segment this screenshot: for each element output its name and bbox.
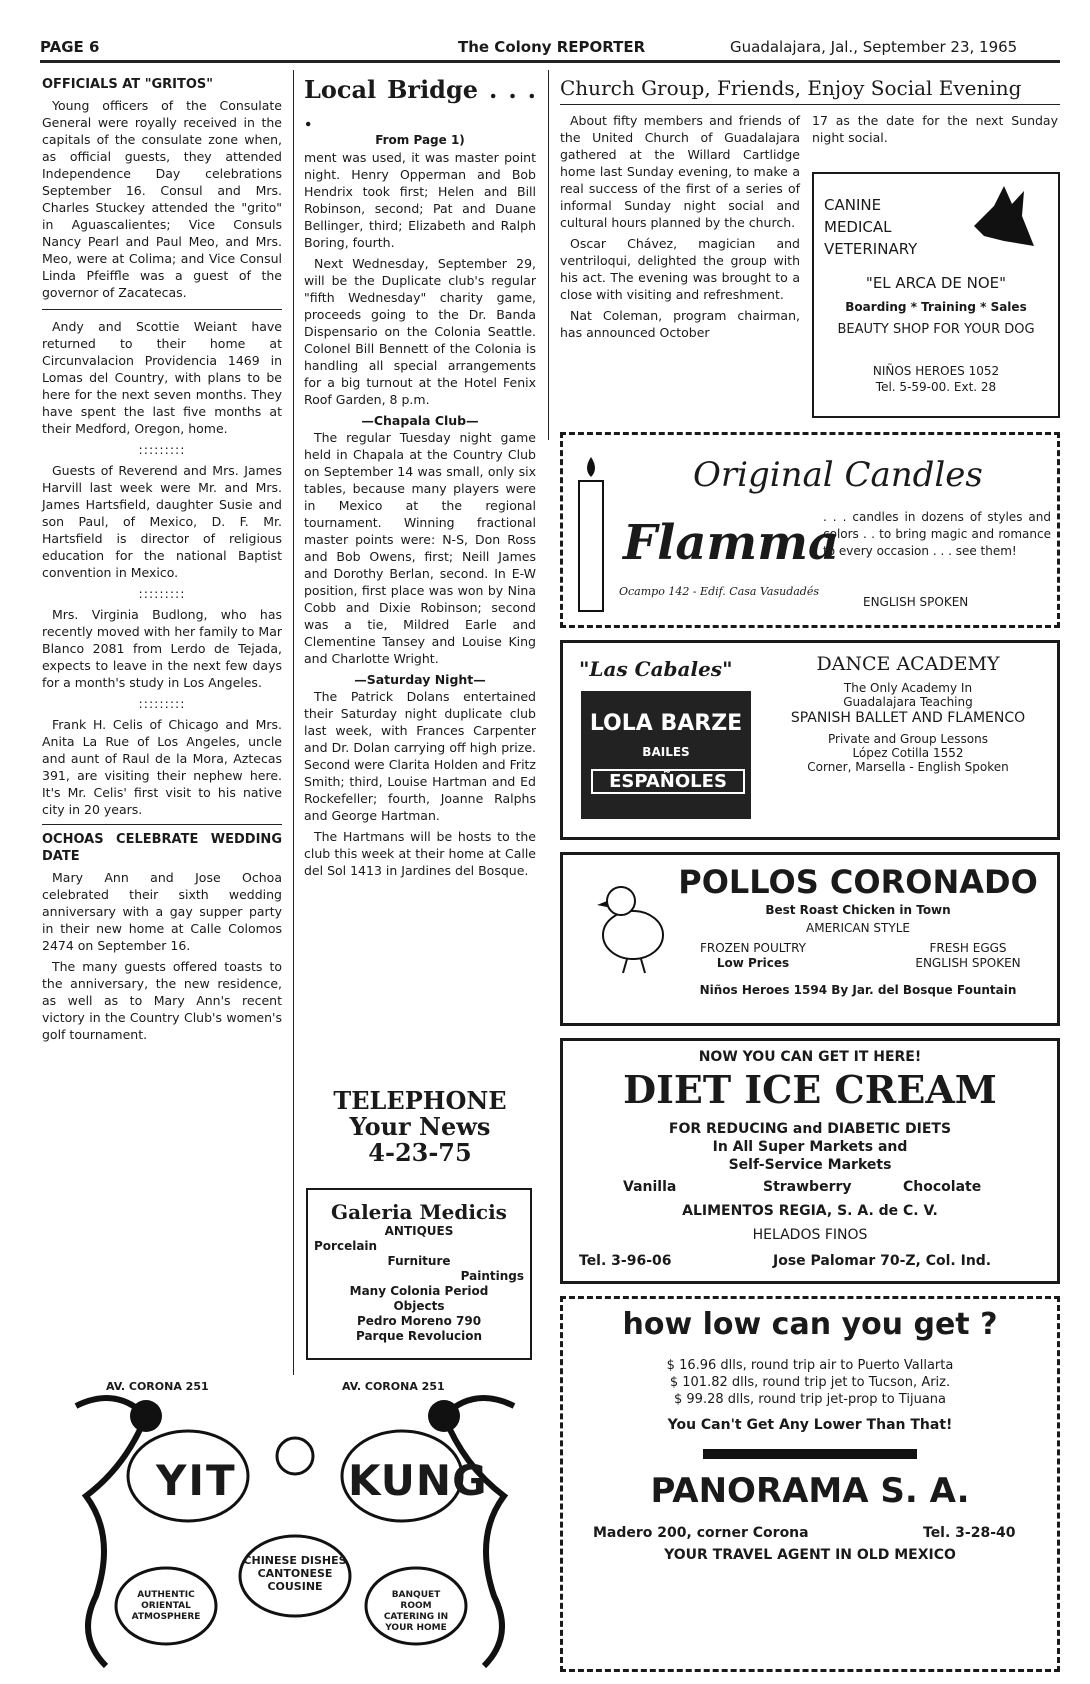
weiant-item: Andy and Scottie Weiant have returned to their home at Circunvalacion Providencia 1469 in Lomas del Country, with plans to be here for the next seven months. They have spent the last five months at their Medford, Oregon, home.	[42, 319, 282, 436]
candle-icon	[571, 455, 611, 615]
candles-ad: Original Candles Flamma Ocampo 142 - Edif. Casa Vasudadés . . . candles in dozens of styles and colors . . to bring magic and romance to every occasion . . . see them! ENGLISH SPOKEN	[560, 432, 1060, 628]
ice-cream-ad: NOW YOU CAN GET IT HERE! DIET ICE CREAM FOR REDUCING and DIABETIC DIETS In All Super Markets and Self-Service Markets Vanilla Strawberry Chocolate ALIMENTOS REGIA, S. A. de C. V. HELADOS FINOS Tel. 3-96-06 Jose Palomar 70-Z, Col. Ind.	[560, 1038, 1060, 1284]
chapala-subhead: —Chapala Club—	[361, 413, 479, 428]
church-article-cont: 17 as the date for the next Sunday night social.	[812, 113, 1058, 145]
yit-kung-ad: AV. CORONA 251 AV. CORONA 251 YIT KUNG CHINESE DISHES CANTONESE COUSINE AUTHENTIC ORIENTAL ATMOSPHERE BANQUET ROOM CATERING IN YOUR HOME	[56, 1376, 534, 1672]
yit-kung-illustration	[56, 1376, 534, 1672]
church-article: About fifty members and friends of the United Church of Guadalajara gathered at the Willard Cartlidge home last Sunday evening, to make a real success of the first of a series of informal Sunday night social and cultural hours planned by the church. Oscar Chávez, magician and ventriloqui, delighted the group with his act. The evening was brought to a close with visiting and refreshment. Nat Coleman, program chairman, has announced October	[560, 113, 800, 340]
header-rule	[40, 60, 1060, 63]
bridge-paragraph-2: Next Wednesday, September 29, will be the Duplicate club's regular "fifth Wednesday" charity game, proceeds going to the Dr. Banda Dispensario on the Colonia Seattle. Colonel Bill Bennett of the Colonia is handling all special arrangements for a big turnout at the Hotel Fenix Roof Garden, 8 p.m.	[304, 256, 536, 407]
newspaper-name: The Colony REPORTER	[458, 38, 646, 56]
saturday-subhead: —Saturday Night—	[354, 672, 486, 687]
panorama-ad: how low can you get ? $ 16.96 dlls, round trip air to Puerto Vallarta $ 101.82 dlls, round trip jet to Tucson, Ariz. $ 99.28 dlls, round trip jet-prop to Tijuana You Can't Get Any Lower Than That! PANORAMA S. A. Madero 200, corner Corona Tel. 3-28-40 YOUR TRAVEL AGENT IN OLD MEXICO	[560, 1296, 1060, 1672]
ochoa-paragraph-2: The many guests offered toasts to the anniversary, the new residence, as well as to Mary Ann's recent victory in the Country Club's women's golf tournament.	[42, 959, 282, 1042]
gritos-article: Young officers of the Consulate General were royally received in the capitals of the consulate zone when, as official guests, they attended Independence Day celebrations September 16. Consul and Mrs. Charles Stuckey attended the "grito" in Aguascalientes; Vice Consuls Nancy Pearl and Paul Meo, and Mrs. Meo, were at Colima; and Vice Consul Linda Pfeiffle was a guest of the governor of Zacatecas.	[42, 98, 282, 300]
page-header	[40, 36, 1060, 58]
galeria-ad: Galeria Medicis ANTIQUES Porcelain Furniture Paintings Many Colonia Period Objects Pedro Moreno 790 Parque Revolucion	[306, 1188, 532, 1360]
gritos-headline: OFFICIALS AT "GRITOS"	[42, 77, 214, 92]
dog-icon	[964, 186, 1044, 256]
canine-ad: CANINE MEDICAL VETERINARY "EL ARCA DE NOE" Boarding * Training * Sales BEAUTY SHOP FOR YOUR DOG NIÑOS HEROES 1052 Tel. 5-59-00. Ext. 28	[812, 172, 1060, 418]
telephone-box: TELEPHONE Your News 4-23-75	[333, 1086, 507, 1167]
dance-academy-ad: "Las Cabales" LOLA BARZE BAILES ESPAÑOLES DANCE ACADEMY The Only Academy In Guadalajara Teaching SPANISH BALLET AND FLAMENCO Private and Group Lessons López Cotilla 1552 Corner, Marsella - English Spoken	[560, 640, 1060, 840]
bridge-paragraph-5: The Hartmans will be hosts to the club this week at their home at Calle del Sol 1413 in Jardines del Bosque.	[304, 829, 536, 878]
chick-icon	[583, 875, 673, 975]
column-1	[42, 76, 282, 1047]
dance-logo: LOLA BARZE BAILES ESPAÑOLES	[581, 691, 751, 819]
separator: :::::::::	[138, 696, 186, 711]
bridge-paragraph-1: ment was used, it was master point night. Henry Opperman and Bob Hendrix took first; Helen and Bill Robinson, second; Pat and Duane Bellinger, third; Elizabeth and Ralph Boring, fourth.	[304, 150, 536, 250]
pollos-ad: POLLOS CORONADO Best Roast Chicken in Town AMERICAN STYLE FROZEN POULTRY Low Prices FRESH EGGS ENGLISH SPOKEN Niños Heroes 1594 By Jar. del Bosque Fountain	[560, 852, 1060, 1026]
ochoa-headline: OCHOAS CELEBRATE WEDDING DATE	[42, 832, 282, 864]
budlong-item: Mrs. Virginia Budlong, who has recently moved with her family to Mar Blanco 2081 from Lerdo de Tejada, expects to leave in the next few days for a month's study in Los Angeles.	[42, 607, 282, 690]
column-2	[304, 76, 536, 883]
panorama-bar	[703, 1449, 917, 1459]
page-number: PAGE 6	[40, 38, 100, 56]
church-headline: Church Group, Friends, Enjoy Social Evening	[560, 76, 1022, 100]
separator: :::::::::	[138, 586, 186, 601]
bridge-continuation: From Page 1)	[375, 133, 465, 147]
celis-item: Frank H. Celis of Chicago and Mrs. Anita La Rue of Los Angeles, uncle and aunt of Raul de la Mora, Aztecas 391, are visiting their nephew here. It's Mr. Celis' first visit to his native city in 20 years.	[42, 717, 282, 817]
bridge-paragraph-3: The regular Tuesday night game held in Chapala at the Country Club on September 14 was small, only six tables, because many players were in Mexico at the regional tournament. Winning fractional master points were: N-S, Don Ross and Bob Owens, first; Neill James and Dorothy Berlan, second. In E-W position, first place was won by Nina Cobb and Dixie Robinson; second was a tie, Mildred Earle and Clementine Tansey and Louise King and Charlotte Wright.	[304, 430, 536, 666]
separator: :::::::::	[138, 442, 186, 457]
bridge-paragraph-4: The Patrick Dolans entertained their Saturday night duplicate club last week, with Frances Carpenter and Dr. Dolan carrying off high prize. Second were Clarita Holden and Fritz Smith; third, Louise Hartman and Ed Rockefeller; fourth, Joanne Ralphs and George Hartman.	[304, 689, 536, 823]
bridge-headline: Local Bridge . . . .	[304, 75, 536, 132]
dateline: Guadalajara, Jal., September 23, 1965	[730, 38, 1018, 56]
ochoa-paragraph-1: Mary Ann and Jose Ochoa celebrated their sixth wedding anniversary with a gay supper party in their new home at Calle Colomos 2474 on September 16.	[42, 870, 282, 953]
harvill-item: Guests of Reverend and Mrs. James Harvill last week were Mr. and Mrs. James Hartsfield, daughter Susie and son Paul, of Mexico, D. F. Mr. Hartsfield is director of religious education for the national Baptist convention in Mexico.	[42, 463, 282, 580]
